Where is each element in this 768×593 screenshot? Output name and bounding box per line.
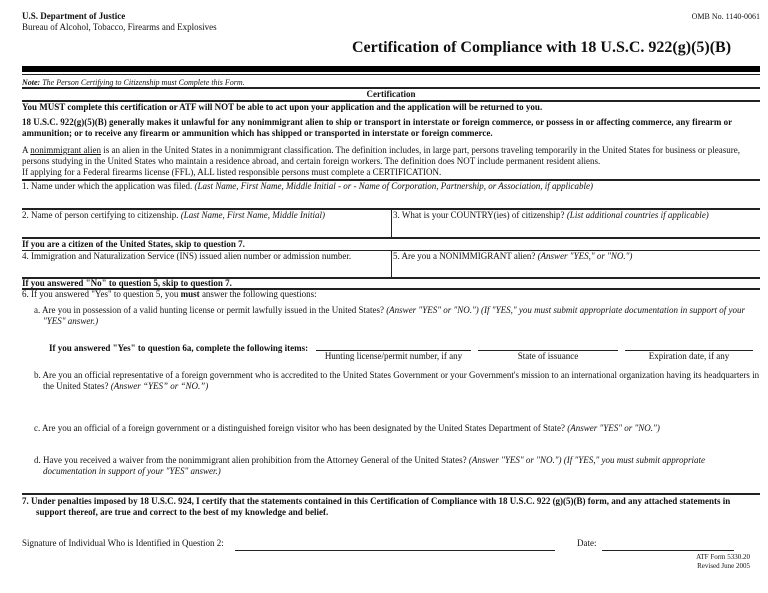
no-skip-notice: If you answered "No" to question 5, skip to question 7. bbox=[22, 278, 232, 288]
q1-hint: (Last Name, First Name, Middle Initial - or - Name of Corporation, Partnership, or Association, if applicable) bbox=[194, 181, 594, 191]
q4-input[interactable] bbox=[22, 262, 388, 276]
law-statement: 18 U.S.C. 922(g)(5)(B) generally makes it unlawful for any nonimmigrant alien to ship or transport in interstate or foreign commerce, or possess in or affecting commerce, any firearm or ammunition; or to receive any firearm or ammunition which has shipped or transported in interstate or foreign commerce. bbox=[22, 117, 732, 138]
q6d-text: d. Have you received a waiver from the nonimmigrant alien prohibition from the Attorney General of the United States? bbox=[34, 455, 469, 465]
state-label: State of issuance bbox=[517, 351, 579, 361]
q3-text: 3. What is your COUNTRY(ies) of citizenship? bbox=[393, 210, 567, 220]
agency-name: U.S. Department of Justice bbox=[22, 11, 126, 21]
q6-label bbox=[22, 289, 317, 300]
date-line[interactable] bbox=[602, 550, 734, 551]
q4-label: 4. Immigration and Naturalization Service (INS) issued alien number or admission number. bbox=[22, 251, 352, 261]
signature-line[interactable] bbox=[235, 550, 555, 551]
divider bbox=[22, 493, 760, 495]
q2-label bbox=[22, 210, 325, 221]
def-pre: A bbox=[22, 145, 31, 155]
q3-input[interactable] bbox=[394, 221, 758, 236]
license-number-label: Hunting license/permit number, if any bbox=[324, 351, 463, 361]
q2-hint: (Last Name, First Name, Middle Initial) bbox=[180, 210, 325, 220]
revision-date: Revised June 2005 bbox=[697, 562, 750, 570]
q1-input[interactable] bbox=[22, 192, 760, 207]
divider bbox=[391, 209, 392, 238]
omb-number: OMB No. 1140-0061 bbox=[691, 12, 760, 21]
form-title: Certification of Compliance with 18 U.S.C. 922(g)(5)(B) bbox=[352, 39, 732, 56]
q3-hint: (List additional countries if applicable) bbox=[566, 210, 709, 220]
certification-heading: Certification bbox=[366, 89, 416, 99]
q7-certification: 7. Under penalties imposed by 18 U.S.C. 924, I certify that the statements contained in this Certification of Compliance with 18 U.S.C. 922 (g)(5)(B) form, and any attached statements in support thereof, are true and correct to the best of my knowledge and belief. bbox=[22, 496, 731, 517]
q3-label bbox=[393, 210, 709, 221]
ffl-notice: If applying for a Federal firearms license (FFL), ALL listed responsible persons must complete a CERTIFICATION. bbox=[22, 167, 442, 177]
expiration-label: Expiration date, if any bbox=[648, 351, 730, 361]
divider bbox=[391, 251, 392, 277]
q1-text: 1. Name under which the application was filed. bbox=[22, 181, 195, 191]
nonimmigrant-definition bbox=[22, 145, 760, 167]
note-label: Note: bbox=[22, 78, 41, 87]
note-text: The Person Certifying to Citizenship must Complete this Form. bbox=[40, 78, 245, 87]
signature-label: Signature of Individual Who is Identified in Question 2: bbox=[22, 538, 224, 548]
q6-pre: 6. If you answered "Yes" to question 5, you bbox=[22, 289, 181, 299]
q6a-followup: If you answered "Yes" to question 6a, complete the following items: bbox=[49, 343, 309, 353]
q6d-hint: (Answer "YES" or "NO.") (If "YES," you must submit appropriate documentation in support of your "YES" answer.) bbox=[43, 455, 705, 476]
title-bar bbox=[22, 66, 760, 72]
q5-hint: (Answer "YES," or "NO.") bbox=[537, 251, 633, 261]
q5-label bbox=[393, 251, 632, 262]
q6d-label bbox=[34, 455, 733, 477]
q6-post: answer the following questions: bbox=[199, 289, 317, 299]
q1-label bbox=[22, 181, 593, 192]
q6a-hint: (Answer "YES" or "NO.") (If "YES," you must submit appropriate documentation in support of your "YES" answer.) bbox=[43, 305, 746, 326]
def-term: nonimmigrant alien bbox=[30, 145, 101, 155]
q6b-hint: (Answer “YES” or “NO.”) bbox=[110, 381, 209, 391]
q2-input[interactable] bbox=[22, 221, 388, 236]
citizen-skip-notice: If you are a citizen of the United States, skip to question 7. bbox=[22, 239, 245, 249]
q6a-label bbox=[34, 305, 763, 327]
q2-text: 2. Name of person certifying to citizenship. bbox=[22, 210, 181, 220]
form-number: ATF Form 5330.20 bbox=[696, 553, 750, 561]
q6b-label bbox=[34, 370, 763, 392]
must-complete-notice: You MUST complete this certification or ATF will NOT be able to act upon your application and the application will be returned to you. bbox=[22, 102, 543, 112]
q6-must: must bbox=[180, 289, 200, 299]
q6c-hint: (Answer "YES" or "NO.") bbox=[567, 423, 660, 433]
date-label: Date: bbox=[577, 538, 597, 548]
divider bbox=[22, 74, 760, 75]
q6a-text: a. Are you in possession of a valid hunting license or permit lawfully issued in the United States? bbox=[34, 305, 387, 315]
bureau-name: Bureau of Alcohol, Tobacco, Firearms and Explosives bbox=[22, 22, 217, 32]
q6b-text: b. Are you an official representative of a foreign government who is accredited to the United States Government or your Government's mission to an international organization having its headquarters in the United States? bbox=[34, 370, 760, 391]
q6c-label bbox=[34, 423, 660, 434]
q6c-text: c. Are you an official of a foreign government or a distinguished foreign visitor who has been designated by the United States Department of State? bbox=[34, 423, 568, 433]
def-text: is an alien in the United States in a nonimmigrant classification. The definition includes, in large part, persons traveling temporarily in the United States for business or pleasure, persons studying in the United States who maintain a residence abroad, and certain foreign workers. The definition does NOT include permanent resident aliens. bbox=[22, 145, 741, 166]
q5-text: 5. Are you a NONIMMIGRANT alien? bbox=[393, 251, 538, 261]
q5-input[interactable] bbox=[394, 262, 758, 276]
